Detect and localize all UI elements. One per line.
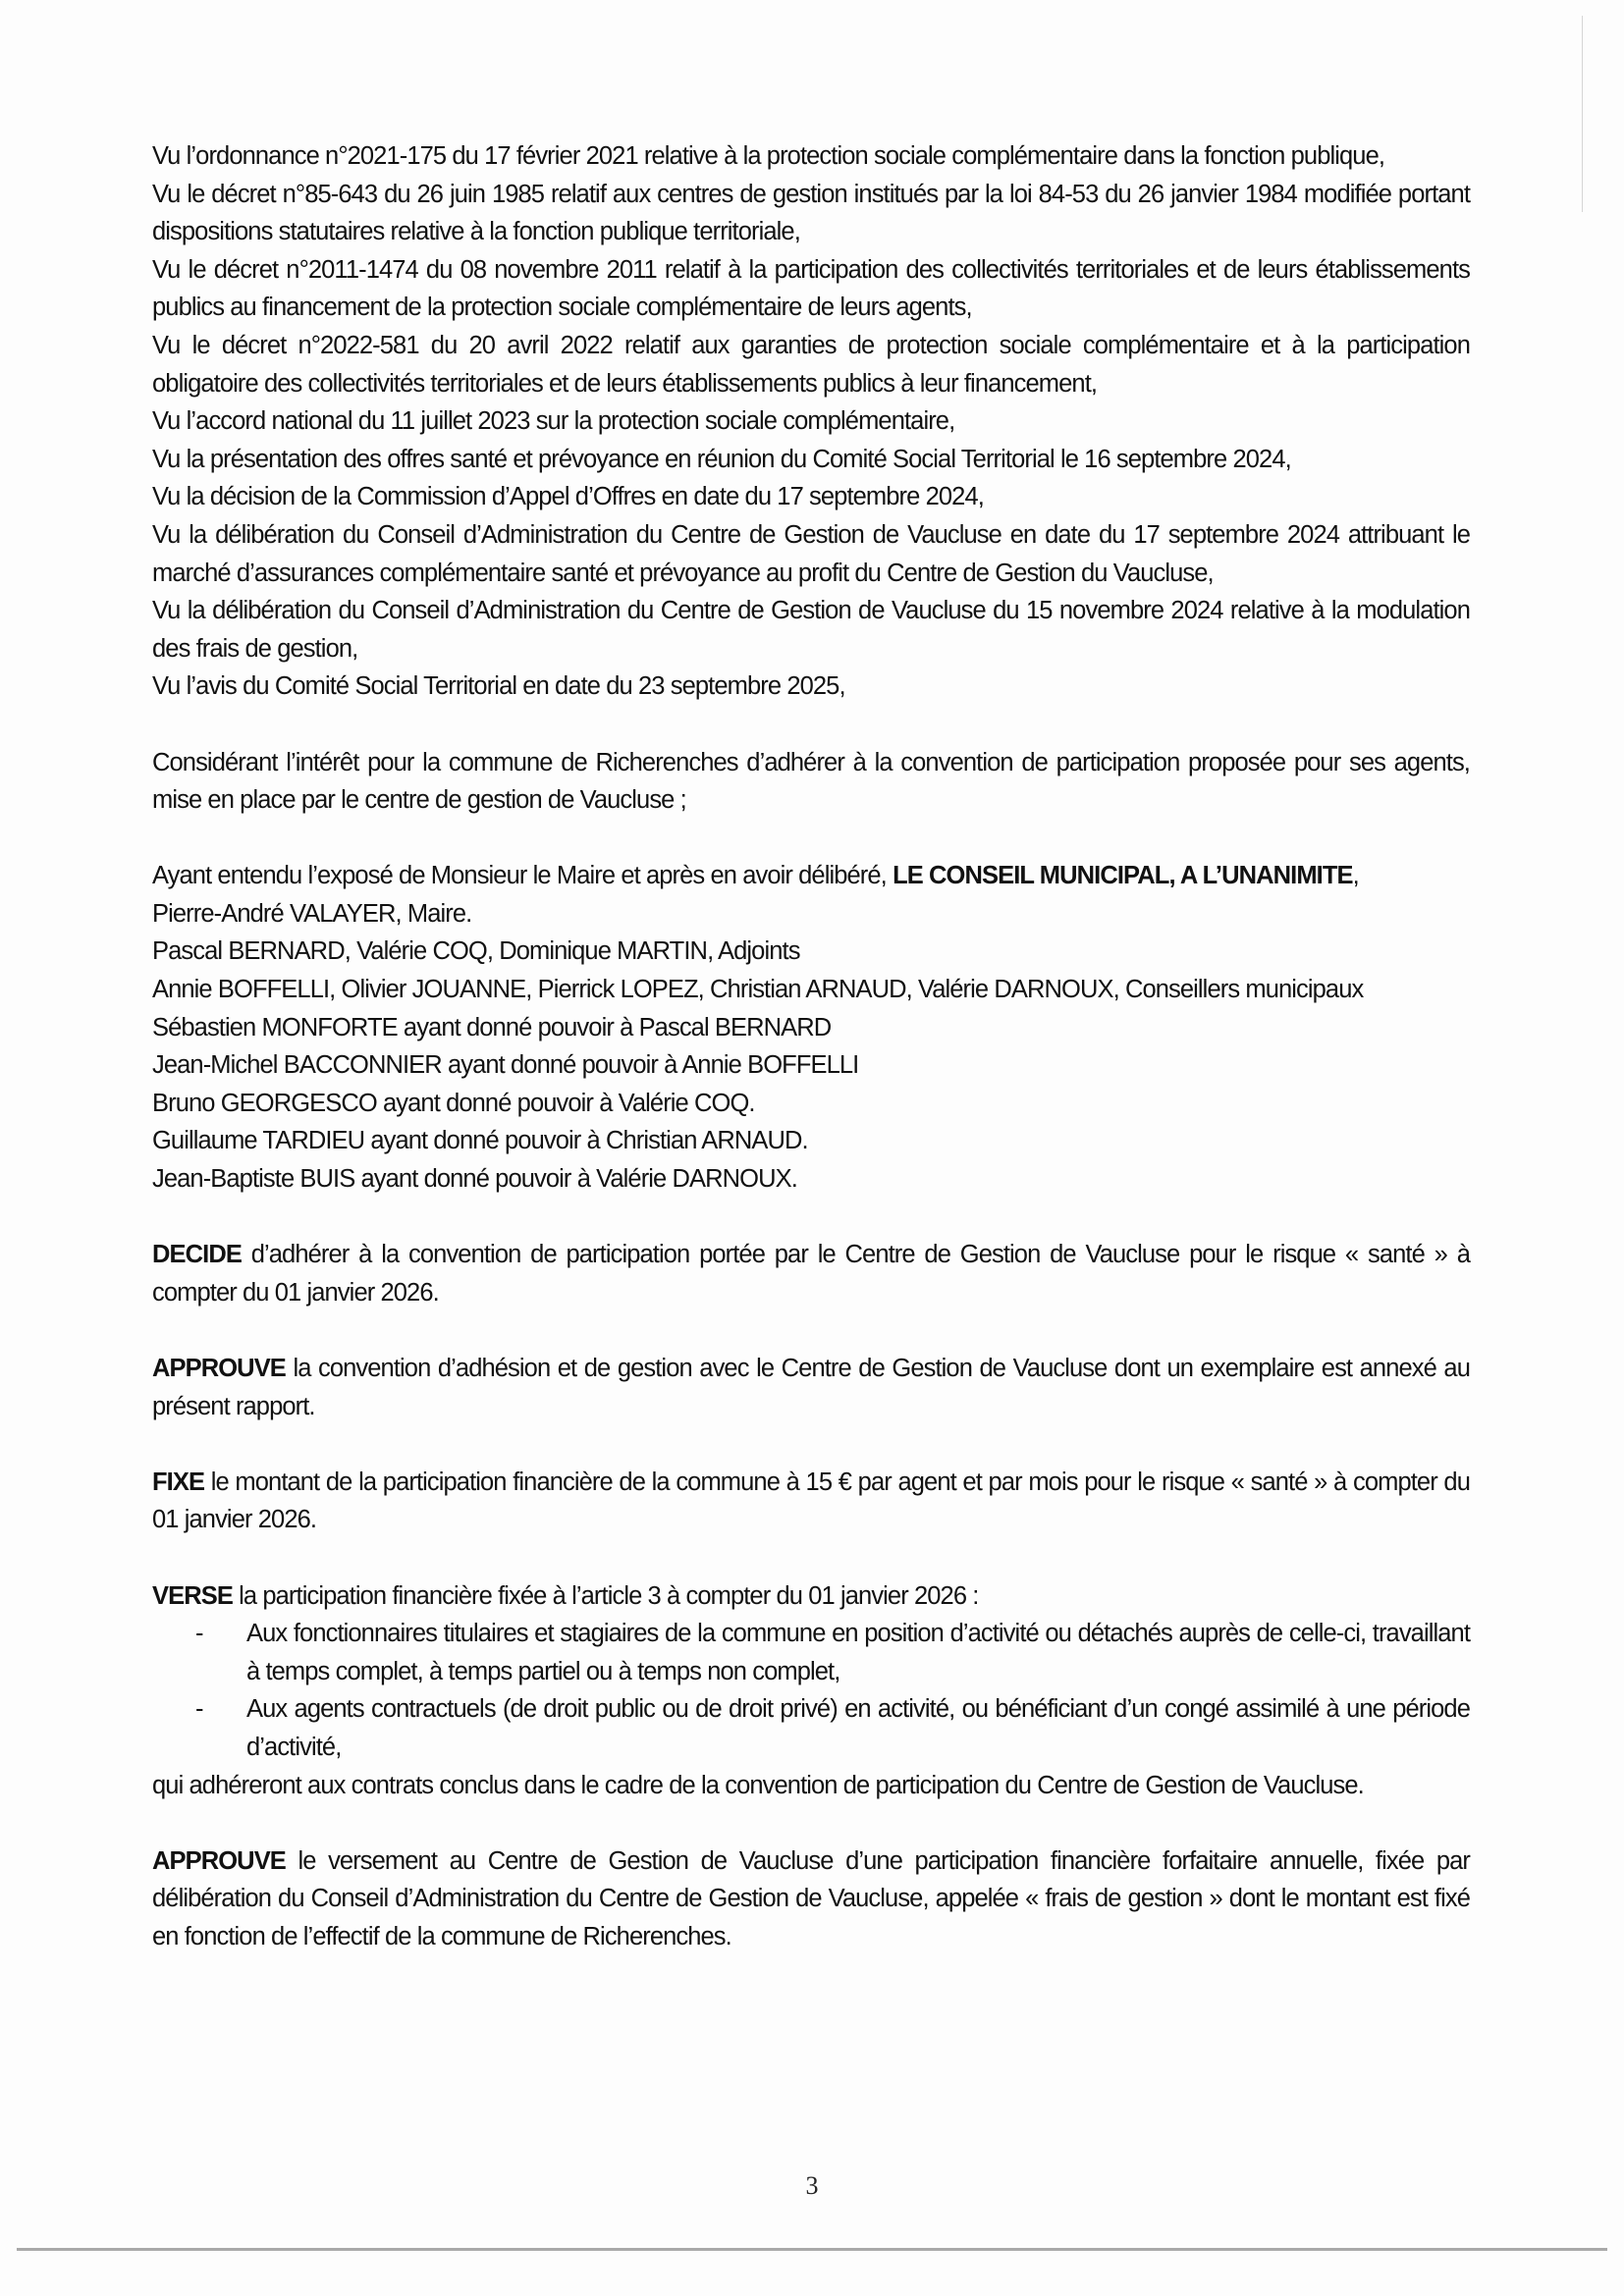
decision-decide — [152, 1236, 1470, 1311]
attendee-line: Bruno GEORGESCO ayant donné pouvoir à Valérie COQ. — [152, 1089, 755, 1117]
deliberation-intro: Ayant entendu l’exposé de Monsieur le Maire et après en avoir délibéré, — [152, 862, 887, 890]
attendee-line: Guillaume TARDIEU ayant donné pouvoir à Christian ARNAUD. — [152, 1127, 808, 1155]
decision-keyword: APPROUVE — [152, 1355, 286, 1382]
consideration-item: Vu la délibération du Conseil d’Administration du Centre de Gestion de Vaucluse du 15 novembre 2024 relative à la modulation des frais de gestion, — [152, 597, 1470, 663]
decision-approuve-convention — [152, 1350, 1470, 1425]
attendee-line: Annie BOFFELLI, Olivier JOUANNE, Pierrick LOPEZ, Christian ARNAUD, Valérie DARNOUX, Conseillers municipaux — [152, 976, 1364, 1004]
attendee-line: Pierre-André VALAYER, Maire. — [152, 899, 472, 928]
list-item-text: Aux fonctionnaires titulaires et stagiaires de la commune en position d’activité ou détachés auprès de celle-ci, travaillant à temps complet, à temps partiel ou à temps non complet, — [246, 1620, 1470, 1685]
consideration-item: Vu la décision de la Commission d’Appel d’Offres en date du 17 septembre 2024, — [152, 483, 984, 511]
footer-rule — [17, 2248, 1607, 2251]
decision-text: le montant de la participation financière de la commune à 15 € par agent et par mois pour le risque « santé » à compter du 01 janvier 2026. — [152, 1468, 1470, 1534]
decision-approuve-frais — [152, 1842, 1470, 1956]
list-item — [152, 1690, 1470, 1766]
decision-keyword: APPROUVE — [152, 1846, 286, 1875]
decision-keyword: FIXE — [152, 1468, 205, 1496]
page-number: 3 — [805, 2171, 819, 2200]
attendee-line: Jean-Michel BACCONNIER ayant donné pouvoir à Annie BOFFELLI — [152, 1051, 859, 1080]
consideration-item: Vu l’avis du Comité Social Territorial en date du 23 septembre 2025, — [152, 672, 845, 701]
consideration-item: Vu le décret n°2022-581 du 20 avril 2022 relatif aux garanties de protection sociale complémentaire et à la participation obligatoire des collectivités territoriales et de leurs établissements publics à leur financement, — [152, 331, 1470, 398]
verse-closing: qui adhéreront aux contrats conclus dans le cadre de la convention de participation du Centre de Gestion de Vaucluse. — [152, 1771, 1364, 1799]
decision-text: la participation financière fixée à l’article 3 à compter du 01 janvier 2026 : — [232, 1581, 979, 1610]
council-decision-bold: LE CONSEIL MUNICIPAL, A L’UNANIMITE — [893, 862, 1353, 890]
attendee-line: Pascal BERNARD, Valérie COQ, Dominique MARTIN, Adjoints — [152, 937, 800, 966]
considering-paragraph: Considérant l’intérêt pour la commune de Richerenches d’adhérer à la convention de participation proposée pour ses agents, mise en place par le centre de gestion de Vaucluse ; — [152, 748, 1470, 815]
consideration-item: Vu l’ordonnance n°2021-175 du 17 février 2021 relative à la protection sociale complémentaire dans la fonction publique, — [152, 142, 1385, 170]
list-item-text: Aux agents contractuels (de droit public ou de droit privé) en activité, ou bénéficiant d’un congé assimilé à une période d’activité, — [246, 1695, 1470, 1761]
considerations-list — [152, 137, 1470, 706]
document-body — [152, 137, 1470, 1956]
decision-keyword: DECIDE — [152, 1241, 242, 1269]
decision-fixe — [152, 1464, 1470, 1539]
dash-bullet-icon: - — [195, 1695, 203, 1724]
scan-edge-line — [1582, 16, 1583, 212]
decision-text: d’adhérer à la convention de participation portée par le Centre de Gestion de Vaucluse pour le risque « santé » à compter du 01 janvier 2026. — [152, 1241, 1470, 1307]
consideration-item: Vu la présentation des offres santé et prévoyance en réunion du Comité Social Territorial le 16 septembre 2024, — [152, 445, 1291, 473]
deliberation-end: , — [1352, 862, 1359, 890]
list-item — [152, 1615, 1470, 1690]
verse-beneficiaries-list — [152, 1615, 1470, 1766]
deliberation-paragraph — [152, 857, 1470, 895]
consideration-item: Vu la délibération du Conseil d’Administration du Centre de Gestion de Vaucluse en date du 17 septembre 2024 attribuant le marché d’assurances complémentaire santé et prévoyance au profit du Centre de Gestion du Vaucluse, — [152, 520, 1470, 587]
consideration-item: Vu le décret n°85-643 du 26 juin 1985 relatif aux centres de gestion institués par la loi 84-53 du 26 janvier 1984 modifiée portant dispositions statutaires relative à la fonction publique territoriale, — [152, 180, 1470, 246]
decision-text: la convention d’adhésion et de gestion avec le Centre de Gestion de Vaucluse dont un exemplaire est annexé au présent rapport. — [152, 1355, 1470, 1420]
attendees-list — [152, 895, 1470, 1199]
decision-text: le versement au Centre de Gestion de Vaucluse d’une participation financière forfaitaire annuelle, fixée par délibération du Conseil d’Administration du Centre de Gestion de Vaucluse, appelée « frais de gestion » dont le montant est fixé en fonction de l’effectif de la commune de Richerenches. — [152, 1846, 1470, 1950]
consideration-item: Vu le décret n°2011-1474 du 08 novembre 2011 relatif à la participation des collectivités territoriales et de leurs établissements publics au financement de la protection sociale complémentaire de leurs agents, — [152, 255, 1470, 322]
decision-verse — [152, 1577, 1470, 1616]
consideration-item: Vu l’accord national du 11 juillet 2023 sur la protection sociale complémentaire, — [152, 407, 955, 436]
attendee-line: Sébastien MONFORTE ayant donné pouvoir à Pascal BERNARD — [152, 1013, 832, 1041]
attendee-line: Jean-Baptiste BUIS ayant donné pouvoir à Valérie DARNOUX. — [152, 1165, 797, 1194]
dash-bullet-icon: - — [195, 1620, 203, 1648]
decision-keyword: VERSE — [152, 1581, 233, 1610]
